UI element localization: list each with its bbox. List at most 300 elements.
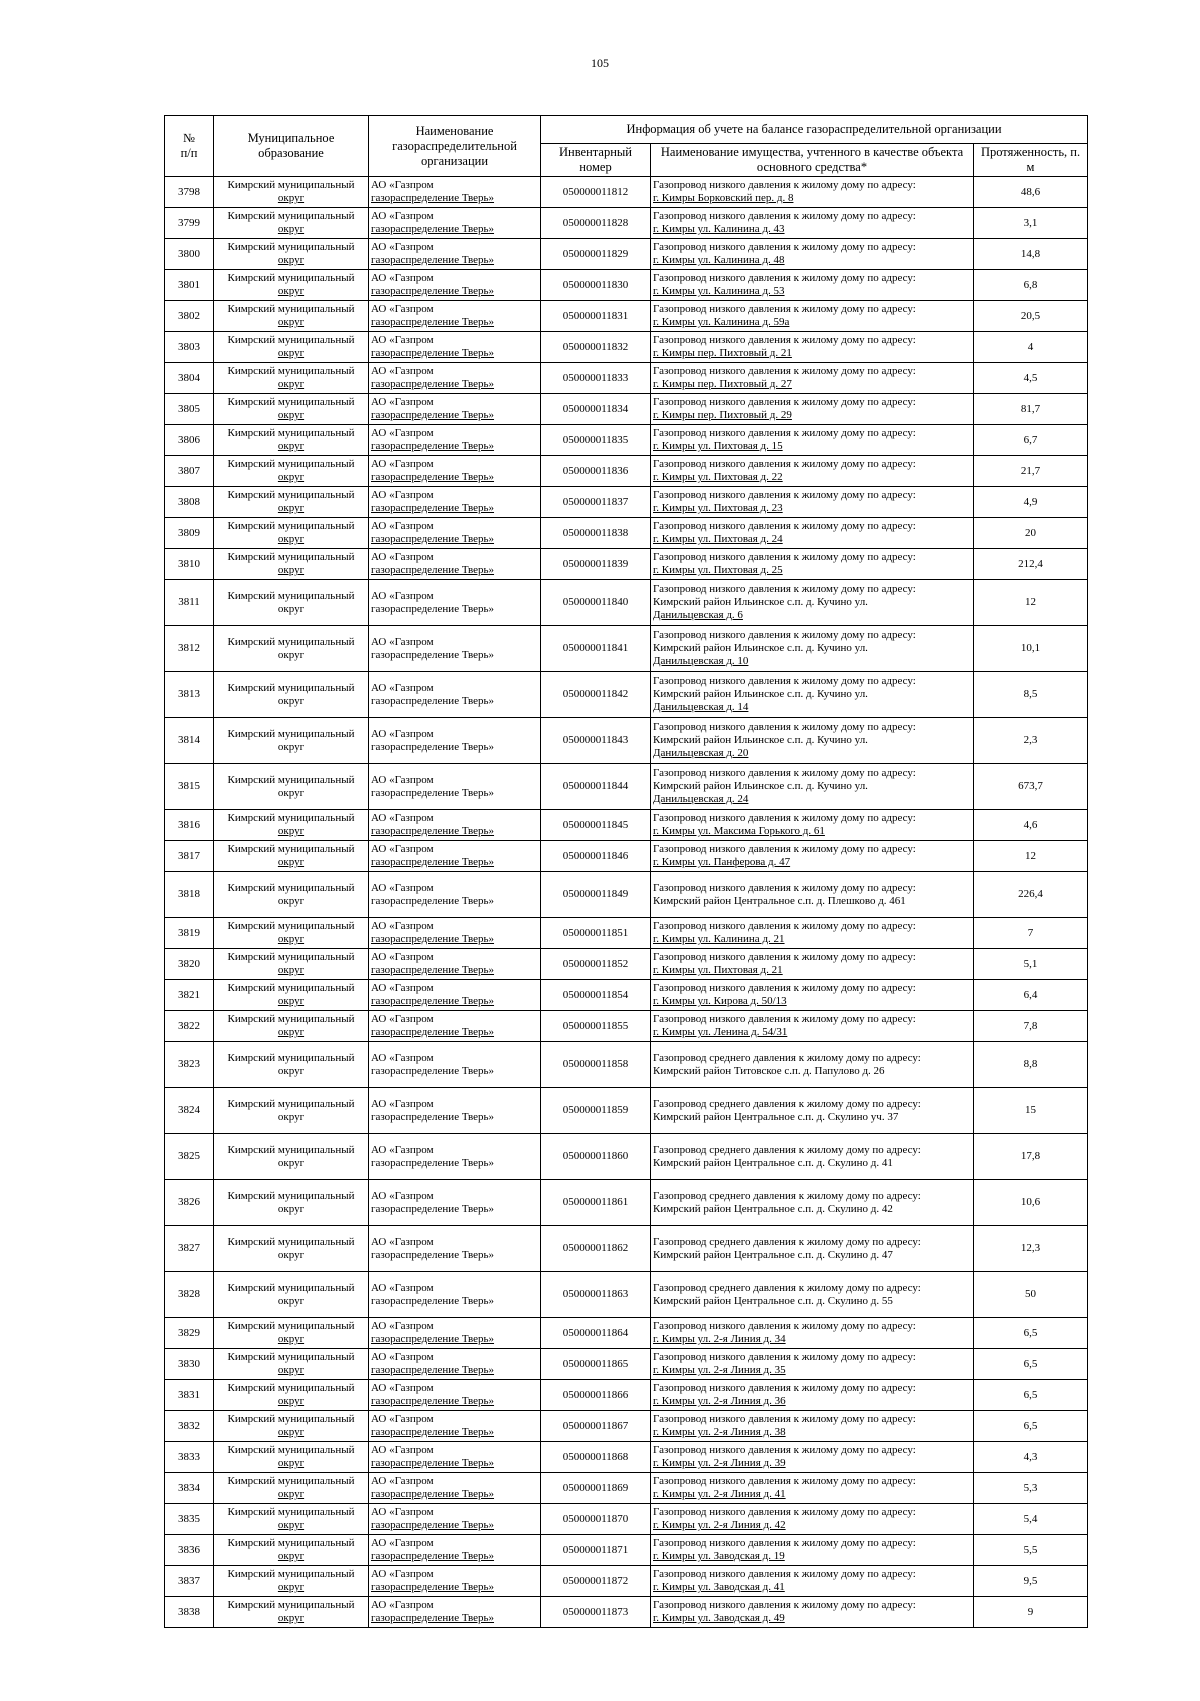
- inventory-number: 050000011833: [541, 363, 651, 394]
- row-number: 3834: [165, 1473, 214, 1504]
- municipality-type: округ: [277, 1550, 305, 1562]
- asset-name-line1: Газопровод среднего давления к жилому дому по адресу:: [653, 1143, 921, 1156]
- asset-address-line: г. Кимры ул. Заводская д. 41: [653, 1581, 785, 1593]
- organization-name-line2: газораспределение Тверь»: [371, 1202, 495, 1215]
- organization-name-line1: АО «Газпром: [371, 951, 434, 963]
- length-value: 212,4: [974, 549, 1088, 580]
- table-row: [165, 626, 1088, 672]
- municipality-name: Кимрский муниципальный: [227, 241, 355, 253]
- organization-name-line1: АО «Газпром: [371, 334, 434, 346]
- inventory-number: 050000011837: [541, 487, 651, 518]
- municipality-type: округ: [277, 533, 305, 545]
- municipality-cell: [214, 810, 369, 841]
- organization-name-line2: газораспределение Тверь»: [371, 786, 495, 799]
- organization-name-line1: АО «Газпром: [371, 589, 434, 602]
- asset-address-line: Кимрский район Центральное с.п. д. Скулино д. 55: [653, 1294, 893, 1307]
- asset-address-line: г. Кимры ул. Максима Горького д. 61: [653, 825, 825, 837]
- length-value: 8,8: [974, 1042, 1088, 1088]
- asset-address-line: г. Кимры ул. Ленина д. 54/31: [653, 1026, 788, 1038]
- table-row: [165, 718, 1088, 764]
- asset-name-line1: Газопровод низкого давления к жилому дому по адресу:: [653, 1382, 916, 1394]
- table-row: [165, 1380, 1088, 1411]
- municipality-name: Кимрский муниципальный: [227, 1235, 355, 1248]
- organization-cell: [369, 549, 541, 580]
- municipality-name: Кимрский муниципальный: [227, 920, 355, 932]
- asset-name-line1: Газопровод низкого давления к жилому дому по адресу:: [653, 982, 916, 994]
- length-value: 15: [974, 1088, 1088, 1134]
- length-value: 6,4: [974, 980, 1088, 1011]
- organization-name-line2: газораспределение Тверь»: [371, 378, 495, 390]
- asset-name-cell: [651, 718, 974, 764]
- asset-name-cell: [651, 1011, 974, 1042]
- asset-address-line: г. Кимры ул. 2-я Линия д. 41: [653, 1488, 786, 1500]
- asset-name-cell: [651, 841, 974, 872]
- inventory-number: 050000011861: [541, 1180, 651, 1226]
- asset-address-line: Кимрский район Ильинское с.п. д. Кучино ул.: [653, 734, 868, 746]
- organization-name-line2: газораспределение Тверь»: [371, 1488, 495, 1500]
- asset-name-cell: [651, 1226, 974, 1272]
- municipality-name: Кимрский муниципальный: [227, 1097, 355, 1110]
- inventory-number: 050000011846: [541, 841, 651, 872]
- row-number: 3814: [165, 718, 214, 764]
- asset-address-line: Кимрский район Центральное с.п. д. Плешково д. 461: [653, 894, 906, 907]
- table-row: [165, 980, 1088, 1011]
- asset-name-line1: Газопровод низкого давления к жилому дому по адресу:: [653, 1013, 916, 1025]
- asset-address-line: г. Кимры Борковский пер. д. 8: [653, 192, 794, 204]
- inventory-number: 050000011831: [541, 301, 651, 332]
- municipality-type: округ: [277, 825, 305, 837]
- organization-cell: [369, 177, 541, 208]
- organization-name-line2: газораспределение Тверь»: [371, 1294, 495, 1307]
- municipality-name: Кимрский муниципальный: [227, 1143, 355, 1156]
- organization-name-line1: АО «Газпром: [371, 551, 434, 563]
- organization-cell: [369, 301, 541, 332]
- length-value: 10,6: [974, 1180, 1088, 1226]
- organization-name-line2: газораспределение Тверь»: [371, 995, 495, 1007]
- organization-name-line2: газораспределение Тверь»: [371, 254, 495, 266]
- asset-name-cell: [651, 949, 974, 980]
- inventory-number: 050000011829: [541, 239, 651, 270]
- asset-name-line1: Газопровод низкого давления к жилому дому по адресу:: [653, 427, 916, 439]
- organization-cell: [369, 1226, 541, 1272]
- asset-name-cell: [651, 1566, 974, 1597]
- length-value: 6,5: [974, 1380, 1088, 1411]
- municipality-cell: [214, 1042, 369, 1088]
- length-value: 12: [974, 841, 1088, 872]
- municipality-cell: [214, 1504, 369, 1535]
- municipality-type: округ: [277, 192, 305, 204]
- municipality-name: Кимрский муниципальный: [227, 489, 355, 501]
- organization-cell: [369, 425, 541, 456]
- asset-address-line: Кимрский район Центральное с.п. д. Скулино д. 42: [653, 1202, 893, 1215]
- municipality-name: Кимрский муниципальный: [227, 1444, 355, 1456]
- length-value: 20: [974, 518, 1088, 549]
- municipality-type: округ: [277, 471, 305, 483]
- table-row: [165, 394, 1088, 425]
- table-row: [165, 301, 1088, 332]
- organization-name-line1: АО «Газпром: [371, 1235, 434, 1248]
- organization-cell: [369, 363, 541, 394]
- municipality-cell: [214, 918, 369, 949]
- organization-name-line1: АО «Газпром: [371, 1351, 434, 1363]
- organization-name-line1: АО «Газпром: [371, 458, 434, 470]
- municipality-type: округ: [277, 995, 305, 1007]
- table-row: [165, 549, 1088, 580]
- organization-cell: [369, 764, 541, 810]
- municipality-type: округ: [277, 1395, 305, 1407]
- asset-name-line1: Газопровод среднего давления к жилому дому по адресу:: [653, 1189, 921, 1202]
- organization-cell: [369, 949, 541, 980]
- asset-name-cell: [651, 580, 974, 626]
- organization-name-line1: АО «Газпром: [371, 681, 434, 694]
- header-length: Протяженность, п. м: [974, 144, 1088, 177]
- table-row: [165, 363, 1088, 394]
- asset-address-line: г. Кимры ул. Панферова д. 47: [653, 856, 791, 868]
- municipality-type: округ: [277, 602, 305, 615]
- row-number: 3818: [165, 872, 214, 918]
- asset-address-line: г. Кимры пер. Пихтовый д. 29: [653, 409, 792, 421]
- asset-address-line: Кимрский район Ильинское с.п. д. Кучино ул.: [653, 596, 868, 608]
- table-row: [165, 425, 1088, 456]
- inventory-number: 050000011860: [541, 1134, 651, 1180]
- municipality-type: округ: [277, 502, 305, 514]
- organization-name-line1: АО «Газпром: [371, 1097, 434, 1110]
- municipality-name: Кимрский муниципальный: [227, 1475, 355, 1487]
- table-row: [165, 1535, 1088, 1566]
- municipality-name: Кимрский муниципальный: [227, 334, 355, 346]
- municipality-cell: [214, 1349, 369, 1380]
- municipality-name: Кимрский муниципальный: [227, 551, 355, 563]
- table-row: [165, 841, 1088, 872]
- organization-name-line1: АО «Газпром: [371, 1320, 434, 1332]
- row-number: 3817: [165, 841, 214, 872]
- municipality-type: округ: [277, 1612, 305, 1624]
- municipality-type: округ: [277, 1294, 305, 1307]
- asset-address-line: Кимрский район Центральное с.п. д. Скулино д. 41: [653, 1156, 893, 1169]
- organization-name-line2: газораспределение Тверь»: [371, 1395, 495, 1407]
- organization-cell: [369, 810, 541, 841]
- municipality-cell: [214, 580, 369, 626]
- organization-name-line2: газораспределение Тверь»: [371, 1426, 495, 1438]
- organization-name-line1: АО «Газпром: [371, 1475, 434, 1487]
- asset-address-line: г. Кимры ул. 2-я Линия д. 36: [653, 1395, 786, 1407]
- asset-address-line: г. Кимры ул. 2-я Линия д. 39: [653, 1457, 786, 1469]
- inventory-number: 050000011842: [541, 672, 651, 718]
- row-number: 3811: [165, 580, 214, 626]
- organization-name-line1: АО «Газпром: [371, 1599, 434, 1611]
- organization-cell: [369, 239, 541, 270]
- row-number: 3809: [165, 518, 214, 549]
- organization-name-line1: АО «Газпром: [371, 1506, 434, 1518]
- municipality-cell: [214, 487, 369, 518]
- organization-name-line1: АО «Газпром: [371, 982, 434, 994]
- inventory-number: 050000011867: [541, 1411, 651, 1442]
- length-value: 4,9: [974, 487, 1088, 518]
- table-row: [165, 1272, 1088, 1318]
- organization-name-line2: газораспределение Тверь»: [371, 602, 495, 615]
- table-row: [165, 1504, 1088, 1535]
- asset-address-line: г. Кимры пер. Пихтовый д. 21: [653, 347, 792, 359]
- municipality-name: Кимрский муниципальный: [227, 812, 355, 824]
- organization-cell: [369, 1411, 541, 1442]
- municipality-name: Кимрский муниципальный: [227, 458, 355, 470]
- length-value: 226,4: [974, 872, 1088, 918]
- organization-cell: [369, 1349, 541, 1380]
- length-value: 6,5: [974, 1318, 1088, 1349]
- municipality-name: Кимрский муниципальный: [227, 773, 355, 786]
- municipality-name: Кимрский муниципальный: [227, 210, 355, 222]
- organization-name-line1: АО «Газпром: [371, 210, 434, 222]
- municipality-cell: [214, 270, 369, 301]
- asset-name-cell: [651, 1442, 974, 1473]
- asset-name-line1: Газопровод низкого давления к жилому дому по адресу:: [653, 520, 916, 532]
- organization-name-line1: АО «Газпром: [371, 635, 434, 648]
- asset-name-cell: [651, 1318, 974, 1349]
- asset-name-cell: [651, 626, 974, 672]
- municipality-type: округ: [277, 1156, 305, 1169]
- municipality-name: Кимрский муниципальный: [227, 1351, 355, 1363]
- asset-name-line1: Газопровод низкого давления к жилому дому по адресу:: [653, 843, 916, 855]
- table-row: [165, 1442, 1088, 1473]
- municipality-name: Кимрский муниципальный: [227, 1413, 355, 1425]
- municipality-name: Кимрский муниципальный: [227, 427, 355, 439]
- table-row: [165, 872, 1088, 918]
- row-number: 3826: [165, 1180, 214, 1226]
- asset-name-cell: [651, 1272, 974, 1318]
- municipality-cell: [214, 1318, 369, 1349]
- municipality-cell: [214, 208, 369, 239]
- organization-cell: [369, 1380, 541, 1411]
- asset-name-cell: [651, 918, 974, 949]
- inventory-number: 050000011864: [541, 1318, 651, 1349]
- organization-name-line1: АО «Газпром: [371, 1051, 434, 1064]
- inventory-number: 050000011870: [541, 1504, 651, 1535]
- organization-cell: [369, 1318, 541, 1349]
- inventory-number: 050000011839: [541, 549, 651, 580]
- asset-name-line1: Газопровод низкого давления к жилому дому по адресу:: [653, 721, 916, 733]
- length-value: 21,7: [974, 456, 1088, 487]
- organization-name-line2: газораспределение Тверь»: [371, 933, 495, 945]
- municipality-type: округ: [277, 1426, 305, 1438]
- length-value: 4,5: [974, 363, 1088, 394]
- asset-name-cell: [651, 810, 974, 841]
- asset-name-line1: Газопровод низкого давления к жилому дому по адресу:: [653, 1568, 916, 1580]
- table-row: [165, 1473, 1088, 1504]
- inventory-number: 050000011840: [541, 580, 651, 626]
- row-number: 3807: [165, 456, 214, 487]
- organization-name-line1: АО «Газпром: [371, 1281, 434, 1294]
- organization-cell: [369, 580, 541, 626]
- asset-name-line1: Газопровод низкого давления к жилому дому по адресу:: [653, 272, 916, 284]
- organization-name-line2: газораспределение Тверь»: [371, 502, 495, 514]
- organization-cell: [369, 270, 541, 301]
- length-value: 4,6: [974, 810, 1088, 841]
- table-row: [165, 1597, 1088, 1628]
- asset-name-cell: [651, 1597, 974, 1628]
- municipality-name: Кимрский муниципальный: [227, 179, 355, 191]
- asset-name-cell: [651, 270, 974, 301]
- length-value: 2,3: [974, 718, 1088, 764]
- municipality-cell: [214, 301, 369, 332]
- municipality-name: Кимрский муниципальный: [227, 1382, 355, 1394]
- row-number: 3803: [165, 332, 214, 363]
- asset-address-line2: Данильцевская д. 6: [653, 609, 743, 621]
- table-header: [165, 116, 1088, 177]
- municipality-type: округ: [277, 964, 305, 976]
- row-number: 3805: [165, 394, 214, 425]
- municipality-cell: [214, 1566, 369, 1597]
- organization-name-line2: газораспределение Тверь»: [371, 825, 495, 837]
- asset-address-line2: Данильцевская д. 20: [653, 747, 749, 759]
- asset-name-cell: [651, 1042, 974, 1088]
- municipality-name: Кимрский муниципальный: [227, 881, 355, 894]
- length-value: 9: [974, 1597, 1088, 1628]
- length-value: 4,3: [974, 1442, 1088, 1473]
- inventory-number: 050000011830: [541, 270, 651, 301]
- row-number: 3837: [165, 1566, 214, 1597]
- asset-address-line: г. Кимры ул. 2-я Линия д. 35: [653, 1364, 786, 1376]
- asset-name-cell: [651, 1535, 974, 1566]
- organization-name-line1: АО «Газпром: [371, 727, 434, 740]
- asset-name-cell: [651, 425, 974, 456]
- inventory-number: 050000011865: [541, 1349, 651, 1380]
- organization-name-line1: АО «Газпром: [371, 1568, 434, 1580]
- municipality-cell: [214, 1535, 369, 1566]
- municipality-name: Кимрский муниципальный: [227, 589, 355, 602]
- inventory-number: 050000011859: [541, 1088, 651, 1134]
- row-number: 3838: [165, 1597, 214, 1628]
- length-value: 7: [974, 918, 1088, 949]
- row-number: 3829: [165, 1318, 214, 1349]
- asset-name-cell: [651, 332, 974, 363]
- municipality-cell: [214, 549, 369, 580]
- municipality-type: округ: [277, 1110, 305, 1123]
- asset-address-line2: Данильцевская д. 24: [653, 793, 749, 805]
- inventory-number: 050000011872: [541, 1566, 651, 1597]
- inventory-number: 050000011866: [541, 1380, 651, 1411]
- municipality-cell: [214, 1180, 369, 1226]
- organization-cell: [369, 1011, 541, 1042]
- table-row: [165, 1180, 1088, 1226]
- organization-name-line2: газораспределение Тверь»: [371, 1333, 495, 1345]
- organization-name-line1: АО «Газпром: [371, 920, 434, 932]
- table-row: [165, 270, 1088, 301]
- length-value: 10,1: [974, 626, 1088, 672]
- length-value: 5,5: [974, 1535, 1088, 1566]
- asset-name-line1: Газопровод низкого давления к жилому дому по адресу:: [653, 1320, 916, 1332]
- asset-name-cell: [651, 394, 974, 425]
- organization-name-line1: АО «Газпром: [371, 1444, 434, 1456]
- municipality-cell: [214, 332, 369, 363]
- table-row: [165, 810, 1088, 841]
- table-body: [165, 177, 1088, 1628]
- organization-cell: [369, 718, 541, 764]
- asset-name-cell: [651, 1349, 974, 1380]
- table-row: [165, 177, 1088, 208]
- asset-name-cell: [651, 1134, 974, 1180]
- organization-name-line2: газораспределение Тверь»: [371, 1026, 495, 1038]
- row-number: 3827: [165, 1226, 214, 1272]
- organization-name-line2: газораспределение Тверь»: [371, 347, 495, 359]
- organization-name-line1: АО «Газпром: [371, 812, 434, 824]
- municipality-type: округ: [277, 378, 305, 390]
- asset-name-line1: Газопровод низкого давления к жилому дому по адресу:: [653, 812, 916, 824]
- municipality-cell: [214, 394, 369, 425]
- municipality-type: округ: [277, 285, 305, 297]
- row-number: 3800: [165, 239, 214, 270]
- length-value: 6,5: [974, 1349, 1088, 1380]
- header-balance-info: Информация об учете на балансе газораспределительной организации: [541, 116, 1088, 144]
- table-row: [165, 949, 1088, 980]
- municipality-cell: [214, 1134, 369, 1180]
- asset-address-line: Кимрский район Ильинское с.п. д. Кучино ул.: [653, 642, 868, 654]
- municipality-cell: [214, 1011, 369, 1042]
- inventory-number: 050000011841: [541, 626, 651, 672]
- length-value: 4: [974, 332, 1088, 363]
- inventory-number: 050000011858: [541, 1042, 651, 1088]
- registry-table: [164, 115, 1088, 1628]
- asset-name-line1: Газопровод низкого давления к жилому дому по адресу:: [653, 365, 916, 377]
- inventory-number: 050000011834: [541, 394, 651, 425]
- asset-name-line1: Газопровод низкого давления к жилому дому по адресу:: [653, 1537, 916, 1549]
- table-row: [165, 208, 1088, 239]
- municipality-cell: [214, 518, 369, 549]
- organization-name-line2: газораспределение Тверь»: [371, 648, 495, 661]
- asset-name-line1: Газопровод низкого давления к жилому дому по адресу:: [653, 303, 916, 315]
- municipality-cell: [214, 672, 369, 718]
- table-row: [165, 456, 1088, 487]
- organization-name-line1: АО «Газпром: [371, 843, 434, 855]
- organization-name-line1: АО «Газпром: [371, 1537, 434, 1549]
- asset-address-line: г. Кимры ул. Пихтовая д. 25: [653, 564, 783, 576]
- municipality-cell: [214, 980, 369, 1011]
- municipality-cell: [214, 1597, 369, 1628]
- inventory-number: 050000011862: [541, 1226, 651, 1272]
- asset-name-cell: [651, 980, 974, 1011]
- length-value: 3,1: [974, 208, 1088, 239]
- inventory-number: 050000011871: [541, 1535, 651, 1566]
- organization-cell: [369, 841, 541, 872]
- asset-name-line1: Газопровод низкого давления к жилому дому по адресу:: [653, 951, 916, 963]
- asset-address-line2: Данильцевская д. 10: [653, 655, 749, 667]
- asset-name-line1: Газопровод низкого давления к жилому дому по адресу:: [653, 1444, 916, 1456]
- asset-name-line1: Газопровод среднего давления к жилому дому по адресу:: [653, 1281, 921, 1294]
- asset-name-line1: Газопровод низкого давления к жилому дому по адресу:: [653, 1413, 916, 1425]
- length-value: 6,7: [974, 425, 1088, 456]
- inventory-number: 050000011863: [541, 1272, 651, 1318]
- organization-name-line1: АО «Газпром: [371, 396, 434, 408]
- organization-cell: [369, 487, 541, 518]
- municipality-cell: [214, 1226, 369, 1272]
- municipality-cell: [214, 425, 369, 456]
- asset-name-line1: Газопровод среднего давления к жилому дому по адресу:: [653, 1097, 921, 1110]
- municipality-type: округ: [277, 694, 305, 707]
- organization-cell: [369, 394, 541, 425]
- organization-name-line1: АО «Газпром: [371, 881, 434, 894]
- organization-name-line2: газораспределение Тверь»: [371, 1110, 495, 1123]
- header-inventory-number: Инвентарный номер: [541, 144, 651, 177]
- table-row: [165, 764, 1088, 810]
- inventory-number: 050000011845: [541, 810, 651, 841]
- municipality-name: Кимрский муниципальный: [227, 272, 355, 284]
- inventory-number: 050000011855: [541, 1011, 651, 1042]
- inventory-number: 050000011868: [541, 1442, 651, 1473]
- organization-cell: [369, 1272, 541, 1318]
- asset-name-cell: [651, 764, 974, 810]
- municipality-cell: [214, 626, 369, 672]
- organization-cell: [369, 332, 541, 363]
- length-value: 50: [974, 1272, 1088, 1318]
